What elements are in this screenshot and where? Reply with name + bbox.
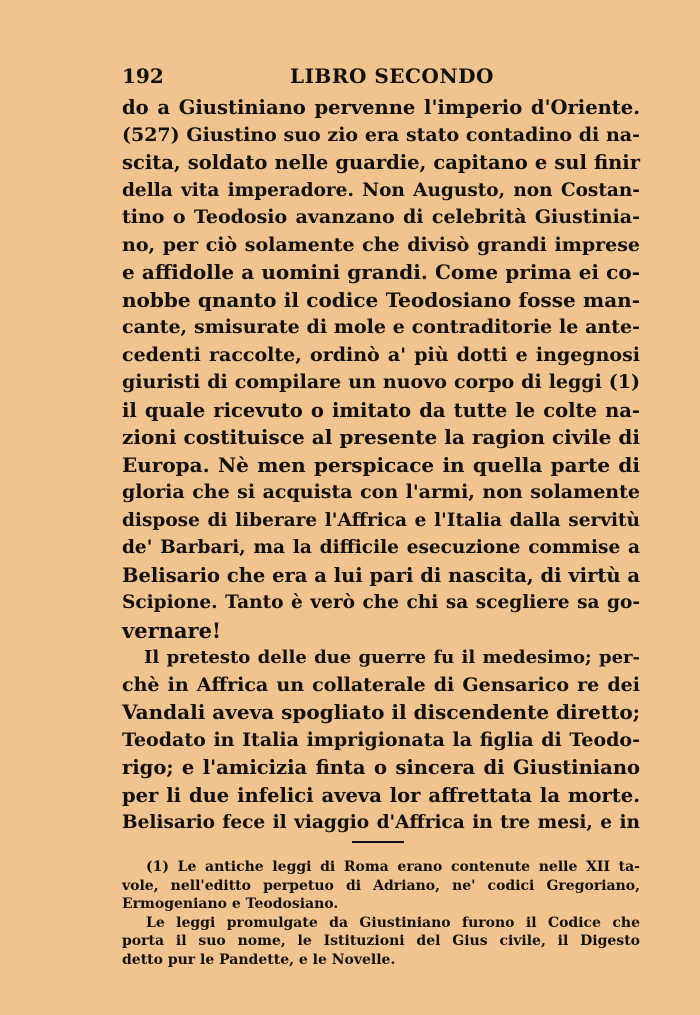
running-title: LIBRO SECONDO [290,64,494,88]
body-text [122,94,640,837]
text-line: tino o Teodosio avanzano di celebrità Giustinia- [122,206,640,228]
text-line: cedenti raccolte, ordinò a' più dotti e ingegnosi [122,343,640,366]
text-line: rigo; e l'amicizia finta o sincera di Giustiniano [122,756,640,779]
text-line: zioni costituisce al presente la ragion civile di [122,425,640,449]
text-line: (527) Giustino suo zio era stato contadino di na- [122,123,640,146]
text-line: il quale ricevuto o imitato da tutte le colte na- [122,398,640,422]
footnote-line: porta il suo nome, le Istituzioni del Gius civile, il Digesto [122,933,640,949]
text-line: e affidolle a uomini grandi. Come prima ei co- [122,260,640,284]
text-line: scita, soldato nelle guardie, capitano e sul finir [122,151,640,174]
text-line: gloria che si acquista con l'armi, non solamente [122,481,640,503]
text-line: dispose di liberare l'Affrica e l'Italia dalla servitù [122,509,640,531]
text-line: Vandali aveva spogliato il discendente diretto; [122,700,641,724]
text-line: Belisario che era a lui pari di nascita, di virtù a [122,563,640,587]
text-line: do a Giustiniano pervenne l'imperio d'Oriente. [122,96,640,119]
text-line: vernare! [122,617,222,643]
footnote-divider [352,841,404,843]
footnote-line: (1) Le antiche leggi di Roma erano contenute nelle XII ta- [146,859,640,875]
text-line: cante, smisurate di mole e contraditorie le ante- [122,316,640,338]
text-line: chè in Affrica un collaterale di Gensarico re dei [122,673,640,696]
footnotes [122,858,640,969]
footnote-line: vole, nell'editto perpetuo di Adriano, ne' codici Gregoriano, [122,877,640,894]
text-line: Scipione. Tanto è verò che chi sa scegliere sa go- [122,592,640,613]
text-line: Europa. Nè men perspicace in quella parte di [122,452,640,477]
text-line: nobbe qnanto il codice Teodosiano fosse man- [122,287,640,312]
text-line: de' Barbari, ma la difficile esecuzione commise a [122,537,640,558]
page-number: 192 [122,64,164,88]
text-line: della vita imperadore. Non Augusto, non Costan- [122,179,640,201]
footnote-line: Ermogeniano e Teodosiano. [122,896,339,912]
page-header [122,64,640,94]
text-line: giuristi di compilare un nuovo corpo di leggi (1) [122,371,640,393]
text-line: per li due infelici aveva lor affrettata la morte. [122,783,640,807]
footnote-line: detto pur le Pandette, e le Novelle. [122,951,396,968]
text-line: Teodato in Italia imprigionata la figlia di Teodo- [122,728,640,751]
text-line: Il pretesto delle due guerre fu il medesimo; per- [144,647,640,668]
text-line: Belisario fece il viaggio d'Affrica in tre mesi, e in [122,812,640,833]
footnote-line: Le leggi promulgate da Giustiniano furono il Codice che [146,914,640,931]
text-line: no, per ciò solamente che divisò grandi imprese [122,233,640,256]
